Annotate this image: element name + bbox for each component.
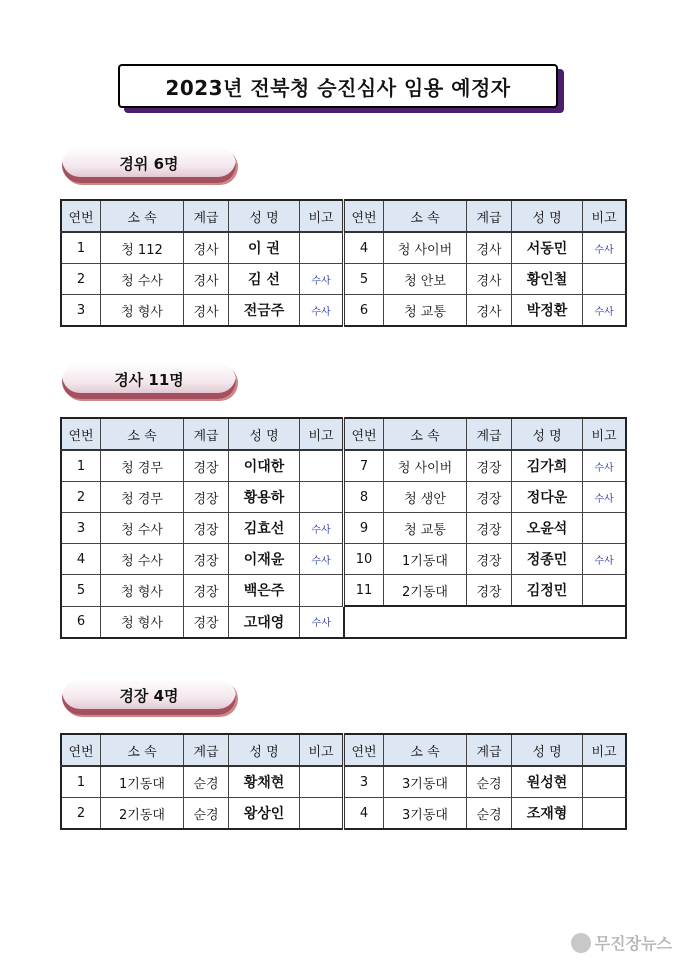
logo-icon bbox=[571, 933, 591, 953]
table-cell: 8 bbox=[344, 482, 384, 513]
table-cell bbox=[300, 766, 344, 798]
column-header: 연번 bbox=[344, 418, 384, 450]
section-label-2: 경사 11명 bbox=[62, 363, 236, 399]
table-cell: 백은주 bbox=[229, 575, 300, 607]
roster-table-3 bbox=[60, 733, 627, 830]
table-cell: 청 교통 bbox=[384, 295, 467, 327]
column-header: 비고 bbox=[583, 734, 627, 766]
table-cell bbox=[300, 575, 344, 607]
column-header: 계급 bbox=[467, 418, 512, 450]
table-cell: 10 bbox=[344, 544, 384, 575]
table-cell: 수사 bbox=[300, 513, 344, 544]
table-cell: 조재형 bbox=[512, 798, 583, 830]
table-cell: 경장 bbox=[184, 513, 229, 544]
table-cell: 경장 bbox=[184, 575, 229, 607]
table-cell bbox=[583, 575, 627, 607]
table-cell: 황인철 bbox=[512, 264, 583, 295]
table-cell: 수사 bbox=[583, 232, 627, 264]
table-cell: 청 형사 bbox=[101, 575, 184, 607]
table-cell bbox=[583, 798, 627, 830]
table-cell bbox=[300, 482, 344, 513]
column-header: 소 속 bbox=[384, 200, 467, 232]
table-cell: 경장 bbox=[467, 482, 512, 513]
table-cell: 청 수사 bbox=[101, 264, 184, 295]
table-row bbox=[61, 513, 626, 544]
table-cell: 순경 bbox=[184, 766, 229, 798]
table-cell bbox=[583, 766, 627, 798]
column-header: 비고 bbox=[300, 200, 344, 232]
table-cell: 경사 bbox=[467, 295, 512, 327]
table-cell: 수사 bbox=[300, 264, 344, 295]
table-cell: 경사 bbox=[184, 295, 229, 327]
table-cell: 원성현 bbox=[512, 766, 583, 798]
table-cell: 3 bbox=[61, 295, 101, 327]
table-cell: 경사 bbox=[184, 264, 229, 295]
table-cell: 청 경무 bbox=[101, 450, 184, 482]
table-cell: 수사 bbox=[300, 606, 344, 638]
table-row bbox=[61, 295, 626, 327]
table-cell bbox=[300, 798, 344, 830]
table-cell: 2 bbox=[61, 798, 101, 830]
table-cell: 청 112 bbox=[101, 232, 184, 264]
table-cell: 2기동대 bbox=[384, 575, 467, 607]
table-cell: 청 사이버 bbox=[384, 232, 467, 264]
column-header: 비고 bbox=[300, 418, 344, 450]
table-cell: 3기동대 bbox=[384, 798, 467, 830]
section-label-1: 경위 6명 bbox=[62, 147, 236, 183]
table-row bbox=[61, 544, 626, 575]
column-header: 연번 bbox=[61, 734, 101, 766]
table-cell: 수사 bbox=[583, 295, 627, 327]
table-cell: 6 bbox=[344, 295, 384, 327]
table-cell: 이대한 bbox=[229, 450, 300, 482]
column-header: 성 명 bbox=[229, 418, 300, 450]
table-cell: 경사 bbox=[467, 264, 512, 295]
table-row bbox=[61, 606, 626, 638]
watermark: 무진장뉴스 bbox=[571, 931, 672, 954]
table-cell: 3기동대 bbox=[384, 766, 467, 798]
table-cell: 경장 bbox=[184, 450, 229, 482]
table-cell: 수사 bbox=[583, 450, 627, 482]
table-cell: 황채현 bbox=[229, 766, 300, 798]
column-header: 성 명 bbox=[512, 200, 583, 232]
section-label-3: 경장 4명 bbox=[62, 679, 236, 715]
table-cell: 경장 bbox=[467, 513, 512, 544]
column-header: 비고 bbox=[583, 418, 627, 450]
table-cell: 4 bbox=[344, 798, 384, 830]
table-cell: 2 bbox=[61, 482, 101, 513]
table-cell: 청 생안 bbox=[384, 482, 467, 513]
table-cell: 3 bbox=[61, 513, 101, 544]
table-cell: 청 사이버 bbox=[384, 450, 467, 482]
table-cell: 경장 bbox=[184, 544, 229, 575]
table-cell: 1 bbox=[61, 766, 101, 798]
table-cell: 오윤석 bbox=[512, 513, 583, 544]
roster-table-1 bbox=[60, 199, 627, 327]
table-cell: 황용하 bbox=[229, 482, 300, 513]
column-header: 소 속 bbox=[384, 734, 467, 766]
table-row bbox=[61, 482, 626, 513]
column-header: 계급 bbox=[467, 734, 512, 766]
table-cell: 경장 bbox=[184, 606, 229, 638]
table-cell: 청 형사 bbox=[101, 295, 184, 327]
column-header: 비고 bbox=[300, 734, 344, 766]
table-cell: 박정환 bbox=[512, 295, 583, 327]
table-cell: 이 권 bbox=[229, 232, 300, 264]
table-row bbox=[61, 264, 626, 295]
table-cell: 김가희 bbox=[512, 450, 583, 482]
table-cell: 2기동대 bbox=[101, 798, 184, 830]
column-header: 계급 bbox=[184, 734, 229, 766]
column-header: 성 명 bbox=[229, 734, 300, 766]
column-header: 소 속 bbox=[101, 200, 184, 232]
table-cell: 11 bbox=[344, 575, 384, 607]
table-cell: 청 수사 bbox=[101, 513, 184, 544]
table-cell bbox=[300, 450, 344, 482]
table-row bbox=[61, 575, 626, 607]
table-cell: 전금주 bbox=[229, 295, 300, 327]
table-cell: 4 bbox=[344, 232, 384, 264]
column-header: 연번 bbox=[344, 200, 384, 232]
column-header: 계급 bbox=[467, 200, 512, 232]
table-row bbox=[61, 798, 626, 830]
table-cell: 경장 bbox=[467, 544, 512, 575]
table-cell: 수사 bbox=[583, 544, 627, 575]
table-cell: 1기동대 bbox=[384, 544, 467, 575]
table-cell: 1 bbox=[61, 232, 101, 264]
table-cell: 청 수사 bbox=[101, 544, 184, 575]
table-cell: 4 bbox=[61, 544, 101, 575]
table-cell bbox=[583, 264, 627, 295]
table-cell: 수사 bbox=[300, 544, 344, 575]
table-cell: 청 교통 bbox=[384, 513, 467, 544]
table-cell: 이재윤 bbox=[229, 544, 300, 575]
column-header: 성 명 bbox=[512, 734, 583, 766]
column-header: 연번 bbox=[344, 734, 384, 766]
table-cell: 경장 bbox=[467, 575, 512, 607]
table-cell: 고대영 bbox=[229, 606, 300, 638]
table-cell: 1 bbox=[61, 450, 101, 482]
column-header: 성 명 bbox=[229, 200, 300, 232]
column-header: 계급 bbox=[184, 418, 229, 450]
table-cell: 김정민 bbox=[512, 575, 583, 607]
table-cell: 김 선 bbox=[229, 264, 300, 295]
table-cell bbox=[344, 606, 627, 638]
column-header: 연번 bbox=[61, 200, 101, 232]
table-cell: 수사 bbox=[300, 295, 344, 327]
table-cell: 정다운 bbox=[512, 482, 583, 513]
table-cell: 1기동대 bbox=[101, 766, 184, 798]
table-cell: 순경 bbox=[184, 798, 229, 830]
table-cell: 청 형사 bbox=[101, 606, 184, 638]
table-cell: 왕상인 bbox=[229, 798, 300, 830]
table-cell: 김효선 bbox=[229, 513, 300, 544]
table-cell bbox=[300, 232, 344, 264]
column-header: 소 속 bbox=[384, 418, 467, 450]
table-cell: 서동민 bbox=[512, 232, 583, 264]
table-cell: 순경 bbox=[467, 766, 512, 798]
table-cell: 경사 bbox=[467, 232, 512, 264]
table-cell: 청 경무 bbox=[101, 482, 184, 513]
column-header: 소 속 bbox=[101, 734, 184, 766]
table-cell: 경장 bbox=[184, 482, 229, 513]
roster-table-2 bbox=[60, 417, 627, 639]
table-cell: 경사 bbox=[184, 232, 229, 264]
table-cell: 3 bbox=[344, 766, 384, 798]
page-title: 2023년 전북청 승진심사 임용 예정자 bbox=[118, 64, 558, 108]
table-cell: 5 bbox=[61, 575, 101, 607]
table-cell bbox=[583, 513, 627, 544]
table-cell: 순경 bbox=[467, 798, 512, 830]
table-cell: 9 bbox=[344, 513, 384, 544]
column-header: 비고 bbox=[583, 200, 627, 232]
table-row bbox=[61, 450, 626, 482]
table-cell: 6 bbox=[61, 606, 101, 638]
table-cell: 5 bbox=[344, 264, 384, 295]
table-cell: 청 안보 bbox=[384, 264, 467, 295]
table-row bbox=[61, 232, 626, 264]
table-row bbox=[61, 766, 626, 798]
table-cell: 2 bbox=[61, 264, 101, 295]
column-header: 성 명 bbox=[512, 418, 583, 450]
table-cell: 경장 bbox=[467, 450, 512, 482]
table-cell: 수사 bbox=[583, 482, 627, 513]
column-header: 연번 bbox=[61, 418, 101, 450]
column-header: 계급 bbox=[184, 200, 229, 232]
table-cell: 7 bbox=[344, 450, 384, 482]
table-cell: 정종민 bbox=[512, 544, 583, 575]
column-header: 소 속 bbox=[101, 418, 184, 450]
